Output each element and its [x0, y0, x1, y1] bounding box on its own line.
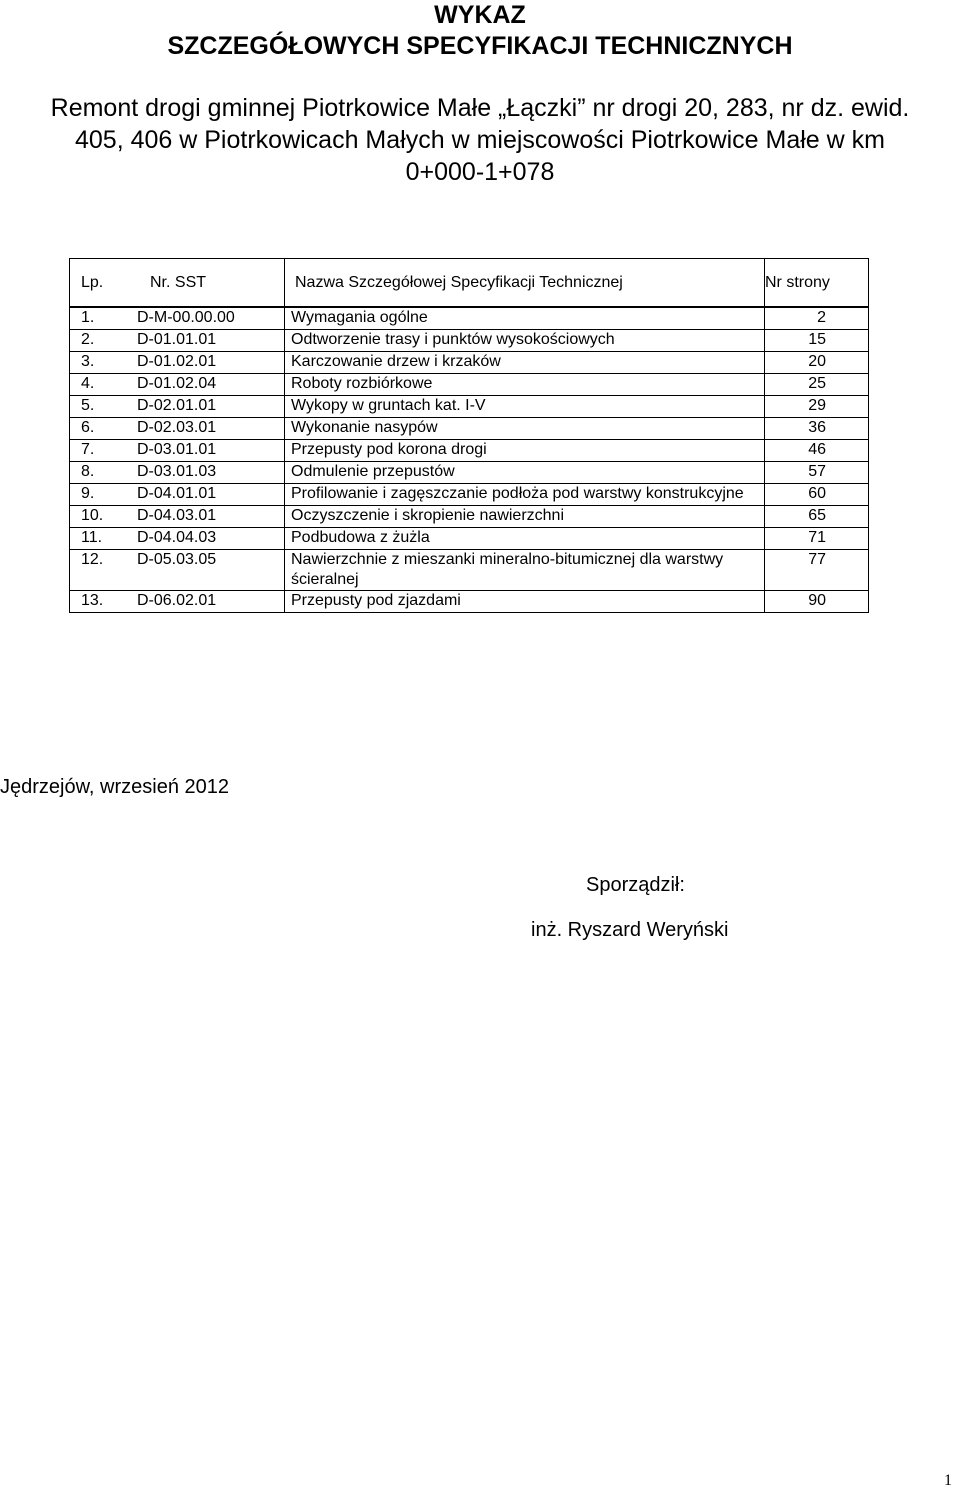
table-row — [70, 462, 869, 484]
row-spec-name: Nawierzchnie z mieszanki mineralno-bitumicznej dla warstwy ścieralnej — [285, 550, 765, 591]
row-sst-code: D-02.01.01 — [133, 396, 285, 418]
row-sst-code: D-04.04.03 — [133, 528, 285, 550]
table-row — [70, 591, 869, 613]
row-spec-name: Przepusty pod zjazdami — [285, 591, 765, 613]
row-lp: 4. — [70, 374, 134, 396]
row-spec-name: Roboty rozbiórkowe — [285, 374, 765, 396]
row-spec-name: Wykonanie nasypów — [285, 418, 765, 440]
author-name: inż. Ryszard Weryński — [531, 919, 729, 941]
row-lp: 7. — [70, 440, 134, 462]
row-spec-name: Odmulenie przepustów — [285, 462, 765, 484]
table-row — [70, 307, 869, 330]
row-spec-name: Przepusty pod korona drogi — [285, 440, 765, 462]
row-sst-code: D-04.01.01 — [133, 484, 285, 506]
row-lp: 9. — [70, 484, 134, 506]
table-row — [70, 396, 869, 418]
table-body — [70, 307, 869, 613]
table-row — [70, 440, 869, 462]
row-page-number: 57 — [765, 462, 869, 484]
table-row — [70, 528, 869, 550]
row-spec-name: Oczyszczenie i skropienie nawierzchni — [285, 506, 765, 528]
row-lp: 13. — [70, 591, 134, 613]
table-row — [70, 506, 869, 528]
row-sst-code: D-01.02.01 — [133, 352, 285, 374]
header-page: Nr strony — [765, 259, 869, 308]
row-page-number: 2 — [765, 307, 869, 330]
row-page-number: 71 — [765, 528, 869, 550]
row-spec-name: Podbudowa z żużla — [285, 528, 765, 550]
row-sst-code: D-06.02.01 — [133, 591, 285, 613]
prepared-by-label: Sporządził: — [586, 874, 685, 896]
table-row — [70, 352, 869, 374]
row-sst-code: D-03.01.01 — [133, 440, 285, 462]
row-lp: 6. — [70, 418, 134, 440]
row-spec-name: Wymagania ogólne — [285, 307, 765, 330]
row-sst-code: D-01.01.01 — [133, 330, 285, 352]
specification-table — [69, 258, 869, 613]
row-sst-code: D-M-00.00.00 — [133, 307, 285, 330]
row-page-number: 36 — [765, 418, 869, 440]
row-spec-name: Profilowanie i zagęszczanie podłoża pod warstwy konstrukcyjne — [285, 484, 765, 506]
title-line-1: WYKAZ — [434, 1, 526, 29]
table-row — [70, 418, 869, 440]
subtitle-line-2: 405, 406 w Piotrkowicach Małych w miejscowości Piotrkowice Małe w km — [75, 126, 885, 154]
row-page-number: 20 — [765, 352, 869, 374]
table-row — [70, 484, 869, 506]
row-sst-code: D-03.01.03 — [133, 462, 285, 484]
row-sst-code: D-05.03.05 — [133, 550, 285, 591]
row-lp: 12. — [70, 550, 134, 591]
row-page-number: 60 — [765, 484, 869, 506]
row-sst-code: D-02.03.01 — [133, 418, 285, 440]
place-and-date: Jędrzejów, wrzesień 2012 — [0, 776, 230, 798]
row-lp: 8. — [70, 462, 134, 484]
subtitle-line-1: Remont drogi gminnej Piotrkowice Małe „Łączki” nr drogi 20, 283, nr dz. ewid. — [50, 94, 910, 122]
row-spec-name: Karczowanie drzew i krzaków — [285, 352, 765, 374]
project-description — [20, 92, 940, 188]
header-lp: Lp. — [70, 259, 134, 308]
document-title — [0, 0, 960, 62]
row-lp: 10. — [70, 506, 134, 528]
table-row — [70, 550, 869, 591]
row-page-number: 77 — [765, 550, 869, 591]
header-sst: Nr. SST — [133, 259, 285, 308]
row-page-number: 90 — [765, 591, 869, 613]
row-page-number: 15 — [765, 330, 869, 352]
table-header-row — [70, 259, 869, 308]
row-lp: 1. — [70, 307, 134, 330]
row-sst-code: D-04.03.01 — [133, 506, 285, 528]
row-lp: 3. — [70, 352, 134, 374]
row-page-number: 29 — [765, 396, 869, 418]
row-spec-name: Wykopy w gruntach kat. I-V — [285, 396, 765, 418]
row-sst-code: D-01.02.04 — [133, 374, 285, 396]
table-row — [70, 374, 869, 396]
header-name: Nazwa Szczegółowej Specyfikacji Technicznej — [285, 259, 765, 308]
row-page-number: 65 — [765, 506, 869, 528]
table-row — [70, 330, 869, 352]
title-line-2: SZCZEGÓŁOWYCH SPECYFIKACJI TECHNICZNYCH — [167, 32, 793, 60]
row-page-number: 25 — [765, 374, 869, 396]
page-number: 1 — [944, 1472, 952, 1489]
row-lp: 2. — [70, 330, 134, 352]
row-lp: 5. — [70, 396, 134, 418]
row-page-number: 46 — [765, 440, 869, 462]
row-spec-name: Odtworzenie trasy i punktów wysokościowych — [285, 330, 765, 352]
row-lp: 11. — [70, 528, 134, 550]
subtitle-line-3: 0+000-1+078 — [405, 158, 555, 186]
